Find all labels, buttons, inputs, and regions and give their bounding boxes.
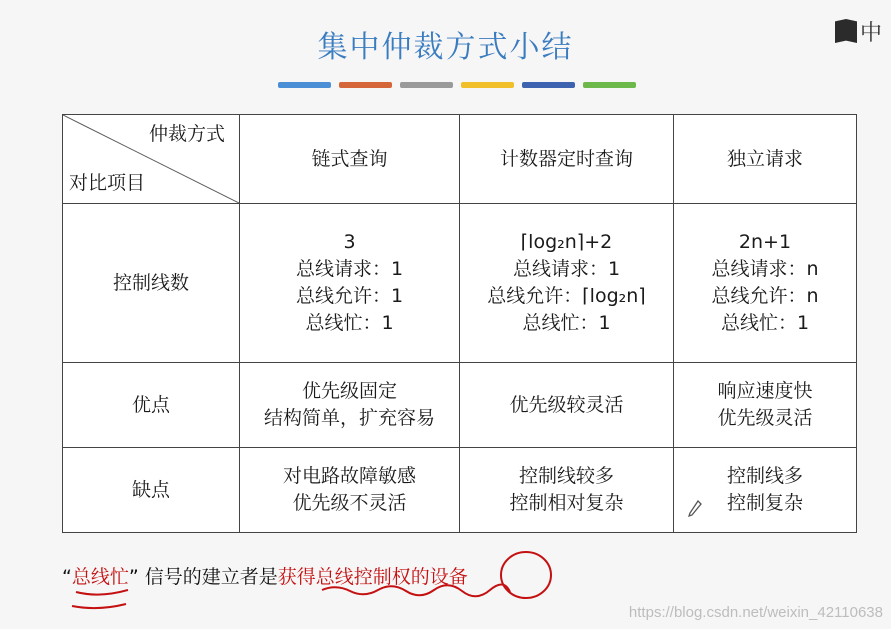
table-cell: [460, 204, 674, 363]
page-title: 集中仲裁方式小结: [317, 30, 574, 65]
table-row: [63, 448, 857, 533]
column-header-daisy-chain: 链式查询: [240, 115, 460, 204]
column-header-independent-request: 独立请求: [674, 115, 857, 204]
watermark: https://blog.csdn.net/weixin_42110638: [628, 604, 883, 621]
table-cell: [460, 448, 674, 533]
table-cell: [240, 448, 460, 533]
accent-bar: [583, 82, 636, 88]
cell-line: 结构简单，扩充容易: [263, 407, 435, 429]
cell-line: 总线忙：1: [522, 312, 611, 334]
table-cell: [240, 363, 460, 448]
cell-line: 控制相对复杂: [509, 492, 624, 514]
cell-line: 3: [343, 231, 356, 253]
table-header-row: [63, 115, 857, 204]
cell-line: 总线忙：1: [720, 312, 810, 334]
note-open-quote: “: [62, 566, 72, 588]
cell-line: 优先级固定: [301, 380, 397, 402]
row-label-disadvantages: 缺点: [63, 448, 240, 533]
corner-logo: [835, 14, 891, 48]
table-cell: [674, 363, 857, 448]
cell-line: 总线请求：n: [711, 258, 819, 280]
diagonal-header-cell: [63, 115, 240, 204]
row-label-control-lines: 控制线数: [63, 204, 240, 363]
accent-bar: [522, 82, 575, 88]
cell-line: 总线请求：1: [295, 258, 404, 280]
table-row: [63, 204, 857, 363]
note-bus-busy: 总线忙: [71, 566, 129, 588]
column-header-counter-polling: 计数器定时查询: [460, 115, 674, 204]
cell-line: ⌈log₂n⌉+2: [520, 231, 613, 253]
cell-line: 控制线多: [726, 465, 803, 487]
comparison-table: [62, 114, 857, 533]
table-cell: [674, 204, 857, 363]
cell-line: 优先级灵活: [717, 407, 813, 429]
row-label-advantages: 优点: [63, 363, 240, 448]
pencil-icon[interactable]: [688, 500, 702, 522]
cell-line: 对电路故障敏感: [282, 465, 416, 487]
cell-line: 优先级较灵活: [509, 393, 624, 416]
cell-line: 控制线较多: [518, 465, 614, 487]
header-arbitration-label: 仲裁方式: [148, 123, 225, 145]
cell-line: 总线忙：1: [305, 312, 394, 334]
cell-line: 优先级不灵活: [292, 492, 407, 514]
cell-line: 总线允许：1: [295, 285, 404, 307]
accent-bar: [339, 82, 392, 88]
table-cell: [240, 204, 460, 363]
note-answer: 获得总线控制权的设备: [277, 566, 468, 588]
cell-line: 总线允许：n: [711, 285, 819, 307]
accent-bar: [278, 82, 331, 88]
cell-line: 响应速度快: [717, 380, 813, 402]
accent-bar: [400, 82, 453, 88]
accent-bars: [278, 82, 636, 88]
header-compare-label: 对比项目: [69, 172, 146, 194]
cell-line: 总线允许：⌈log₂n⌉: [487, 285, 646, 307]
cell-line: 2n+1: [738, 231, 792, 253]
cell-line: 总线请求：1: [512, 258, 621, 280]
accent-bar: [461, 82, 514, 88]
table-row: [63, 363, 857, 448]
note-middle: ” 信号的建立者是: [128, 566, 278, 588]
table-cell: [460, 363, 674, 448]
corner-logo-text: 中: [860, 20, 883, 46]
cell-line: 控制复杂: [726, 492, 803, 514]
bus-busy-note: [62, 562, 468, 589]
book-icon: [835, 19, 857, 43]
